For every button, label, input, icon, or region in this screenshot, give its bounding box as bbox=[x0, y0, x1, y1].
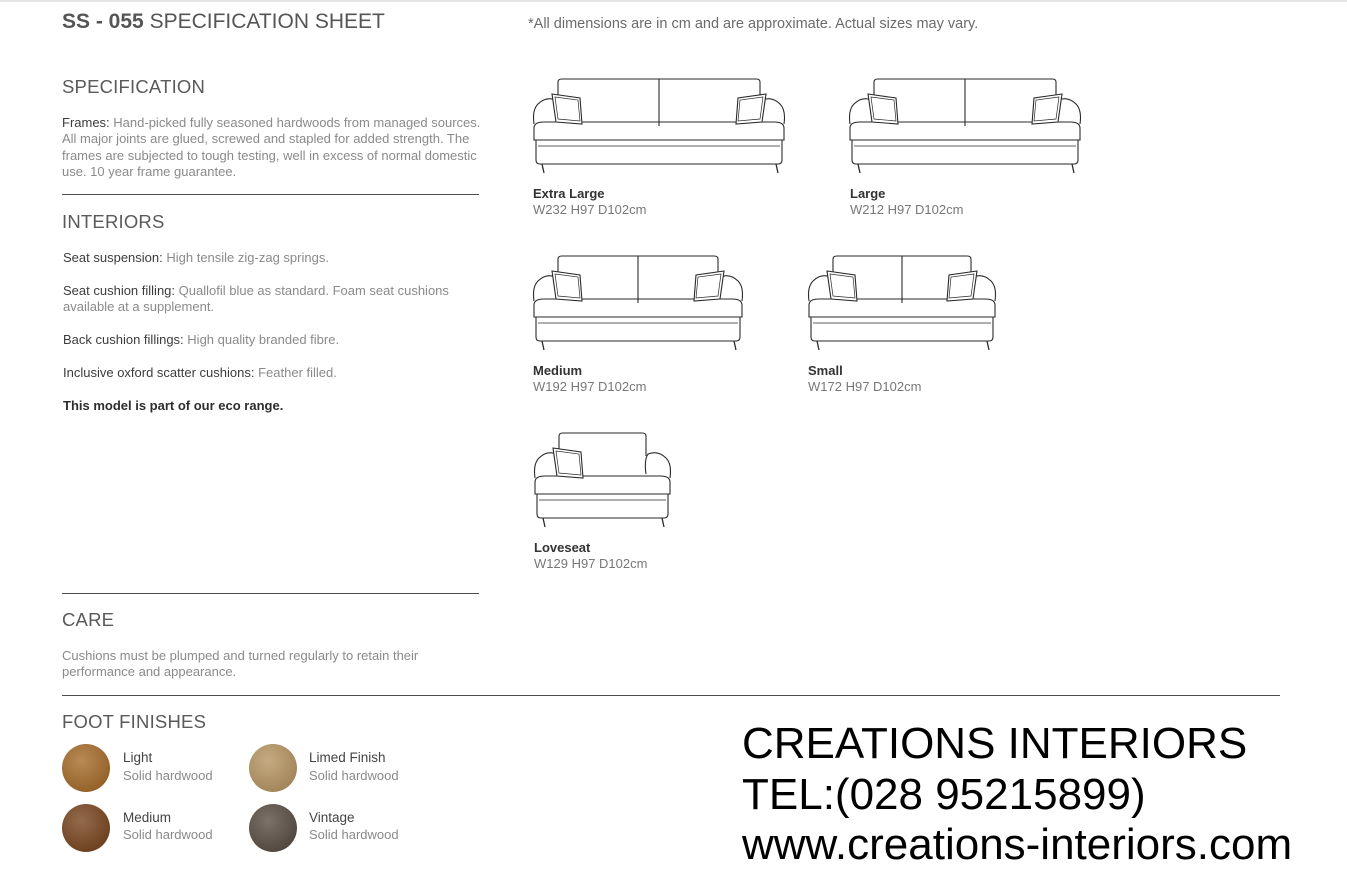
size-name: Medium bbox=[533, 363, 583, 378]
company-phone: TEL:(028 95215899) bbox=[742, 770, 1146, 819]
sofa-illustration bbox=[531, 430, 674, 535]
size-dimensions: W192 H97 D102cm bbox=[533, 379, 647, 394]
model-code: SS - 055 bbox=[62, 10, 144, 33]
interior-item-label: Seat cushion filling: bbox=[63, 283, 176, 298]
frames-label: Frames: bbox=[62, 115, 110, 130]
sofa-illustration bbox=[805, 253, 999, 358]
finish-swatch-medium bbox=[62, 804, 110, 852]
size-dimensions: W172 H97 D102cm bbox=[808, 379, 922, 394]
finish-swatch-vintage bbox=[249, 804, 297, 852]
care-heading: CARE bbox=[62, 609, 115, 630]
interior-item bbox=[63, 332, 481, 348]
interior-item-text: Feather filled. bbox=[258, 365, 337, 380]
sofa-illustration bbox=[530, 76, 788, 181]
sofa-illustration bbox=[530, 253, 746, 358]
eco-range-note bbox=[63, 398, 481, 414]
interior-item-text: High tensile zig-zag springs. bbox=[166, 250, 329, 265]
top-border bbox=[0, 0, 1347, 2]
company-name: CREATIONS INTERIORS bbox=[742, 719, 1248, 768]
size-dimensions: W129 H97 D102cm bbox=[534, 556, 648, 571]
size-name: Extra Large bbox=[533, 186, 605, 201]
specification-heading: SPECIFICATION bbox=[62, 76, 206, 97]
frames-paragraph bbox=[62, 115, 482, 181]
dimensions-note: *All dimensions are in cm and are approximate. Actual sizes may vary. bbox=[528, 16, 979, 32]
divider bbox=[62, 593, 479, 594]
size-dimensions: W212 H97 D102cm bbox=[850, 202, 964, 217]
divider bbox=[62, 194, 479, 195]
finish-description: Solid hardwood bbox=[309, 827, 399, 842]
size-name: Loveseat bbox=[534, 540, 591, 555]
eco-range-text: This model is part of our eco range. bbox=[63, 398, 284, 413]
frames-text: Hand-picked fully seasoned hardwoods from managed sources. All major joints are glued, screwed and stapled for added strength. The frames are subjected to tough testing, well in excess of normal domestic use. 10 year frame guarantee. bbox=[62, 115, 481, 180]
finish-swatch-light bbox=[62, 744, 110, 792]
interiors-heading: INTERIORS bbox=[62, 211, 165, 232]
document-title bbox=[62, 10, 385, 34]
interior-item-label: Seat suspension: bbox=[63, 250, 163, 265]
interior-item-text: Quallofil blue as standard. Foam seat cushions available at a supplement. bbox=[63, 283, 449, 315]
finish-name: Vintage bbox=[309, 810, 355, 825]
interior-item-label: Back cushion fillings: bbox=[63, 332, 184, 347]
document-title-text: SPECIFICATION SHEET bbox=[149, 10, 385, 33]
finish-name: Light bbox=[123, 750, 153, 765]
divider bbox=[62, 695, 1280, 696]
size-name: Small bbox=[808, 363, 843, 378]
interior-item-text: High quality branded fibre. bbox=[187, 332, 340, 347]
size-name: Large bbox=[850, 186, 886, 201]
finish-description: Solid hardwood bbox=[123, 768, 213, 783]
finish-description: Solid hardwood bbox=[309, 768, 399, 783]
finish-name: Limed Finish bbox=[309, 750, 386, 765]
interior-item bbox=[63, 250, 481, 266]
interior-item bbox=[63, 365, 481, 381]
interior-item-label: Inclusive oxford scatter cushions: bbox=[63, 365, 255, 380]
care-text: Cushions must be plumped and turned regularly to retain their performance and appearance. bbox=[62, 648, 419, 680]
sofa-illustration bbox=[846, 76, 1084, 181]
finish-swatch-limed bbox=[249, 744, 297, 792]
size-dimensions: W232 H97 D102cm bbox=[533, 202, 647, 217]
finish-description: Solid hardwood bbox=[123, 827, 213, 842]
foot-finishes-heading: FOOT FINISHES bbox=[62, 711, 207, 732]
interior-item bbox=[63, 283, 481, 316]
finish-name: Medium bbox=[123, 810, 172, 825]
company-website: www.creations-interiors.com bbox=[742, 820, 1293, 869]
